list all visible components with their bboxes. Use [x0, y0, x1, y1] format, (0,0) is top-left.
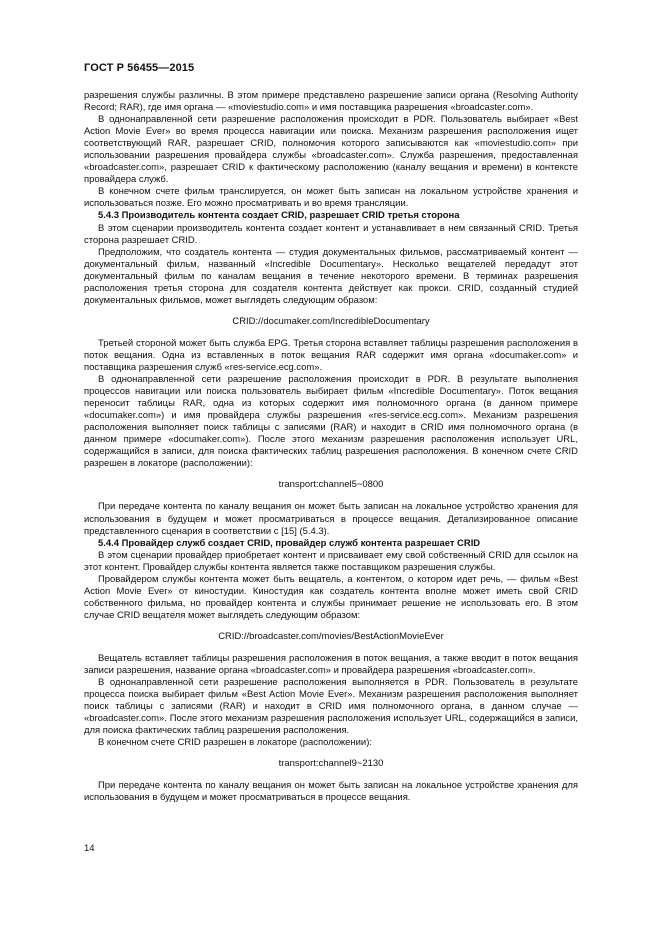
paragraph: В однонаправленной сети разрешение расположения выполняется в PDR. Пользователь в результате процесса поиска выбирает фильм «Best Action Movie Ever». Механизм разрешения расположения выполняет поиск таблицы с записями (RAR) и находит в CRID имя полномочного органа, в данном случае — «broadcaster.com». После этого механизм разрешения расположения использует URL, содержащийся в записи, для поиска фактических таблиц разрешения расположения.: [84, 677, 578, 737]
paragraph: Провайдером службы контента может быть вещатель, а контентом, о котором идет речь, — фильм «Best Action Movie Ever» от киностудии. Киностудия как создатель контента вполне может иметь свой CRID собственного фильма, но провайдер контента и службы принимает решение не использовать его. В этом случае CRID вещателя может выглядеть следующим образом:: [84, 573, 578, 621]
standard-header: ГОСТ Р 56455—2015: [84, 62, 195, 74]
paragraph: В конечном счете фильм транслируется, он может быть записан на локальном устройстве хранения и использоваться позже. Его можно просматривать и во время трансляции.: [84, 186, 578, 210]
paragraph: В однонаправленной сети разрешение расположения происходит в PDR. В результате выполнения процессов навигации или поиска пользователь выбирает фильм «Incredible Documentary». Поток вещания переносит таблицы RAR, одна из которых содержит имя полномочного органа (в данном примере «documaker.com») и имя провайдера службы разрешения «res-service.ecg.com». Механизм разрешения расположения выполняет поиск таблицы с записями (RAR) и находит в CRID имя полномочного органа (в данном примере «documaker.com»). После этого механизм разрешения расположения использует URL, содержащийся в записи, для поиска фактических таблиц разрешения расположения. В конечном счете CRID разрешен в локаторе (расположении):: [84, 374, 578, 470]
paragraph: Вещатель вставляет таблицы разрешения расположения в поток вещания, а также вводит в поток вещания записи разрешения, название органа «broadcaster.com» и провайдера разрешения «broadcaster.com».: [84, 652, 578, 677]
section-heading-5-4-4: 5.4.4 Провайдер служб создает CRID, провайдер служб контента разрешает CRID: [98, 537, 481, 549]
paragraph: В этом сценарии производитель контента создает контент и устанавливает в нем связанный CRID. Третья сторона разрешает CRID.: [84, 222, 578, 246]
paragraph: Предположим, что создатель контента — студия документальных фильмов, рассматриваемый контент — документальный фильм, названный «Incredible Documentary». Несколько вещателей передадут этот документальный фильм по каналам вещания в течение некоторого времени. В терминах разрешения расположения третья сторона для создателя контента действует как прокси. CRID, созданный студией документальных фильмов, может выглядеть следующим образом:: [84, 246, 578, 306]
paragraph: В этом сценарии провайдер приобретает контент и присваивает ему свой собственный CRID для ссылок на этот контент. Провайдер службы контента является также поставщиком разрешения службы.: [84, 549, 578, 573]
crid-example: CRID://broadcaster.com/movies/BestActionMovieEver: [218, 630, 444, 642]
paragraph: разрешения службы различны. В этом примере представлено разрешение записи органа (Resolving Authority Record; RAR), где имя органа — «moviestudio.com» и имя поставщика разрешения «broadcaster.com».: [84, 90, 578, 114]
paragraph: При передаче контента по каналу вещания он может быть записан на локальное устройство хранения для использования в будущем и может просматриваться в процессе вещания. Детализированное описание представленного сценария в соответствии с [15] (5.4.3).: [84, 501, 578, 537]
paragraph: При передаче контента по каналу вещания он может быть записан на локальное устройстве хранения для использования в будущем и может просматриваться в процессе вещания.: [84, 780, 578, 804]
paragraph: В конечном счете CRID разрешен в локаторе (расположении):: [98, 737, 372, 749]
section-heading-5-4-3: 5.4.3 Производитель контента создает CRID, разрешает CRID третья сторона: [98, 210, 460, 222]
locator-example: transport:channel9~2130: [278, 758, 384, 770]
crid-example: CRID://documaker.com/IncredibleDocumentary: [232, 315, 430, 327]
paragraph: В однонаправленной сети разрешение расположения происходит в PDR. Пользователь выбирает «Best Action Movie Ever» во время процесса навигации или поиска. Механизм разрешения расположения ищет соответствующий RAR, разрешает CRID, полномочия которого записываются как «moviestudio.com» при использовании разрешения провайдера службы «broadcaster.com». Служба разрешения, предоставленная «broadcaster.com», разрешает CRID к фактическому расположению (каналу вещания и времени) в контексте провайдера служб.: [84, 114, 578, 186]
page-content: [84, 90, 578, 804]
page-number: 14: [84, 843, 95, 854]
locator-example: transport:channel5~0800: [278, 479, 384, 491]
paragraph: Третьей стороной может быть служба EPG. Третья сторона вставляет таблицы разрешения расположения в поток вещания. Одна из вставленных в поток вещания RAR содержит имя органа «documaker.com» и поставщика разрешения служб «res-service.ecg.com».: [84, 337, 578, 373]
